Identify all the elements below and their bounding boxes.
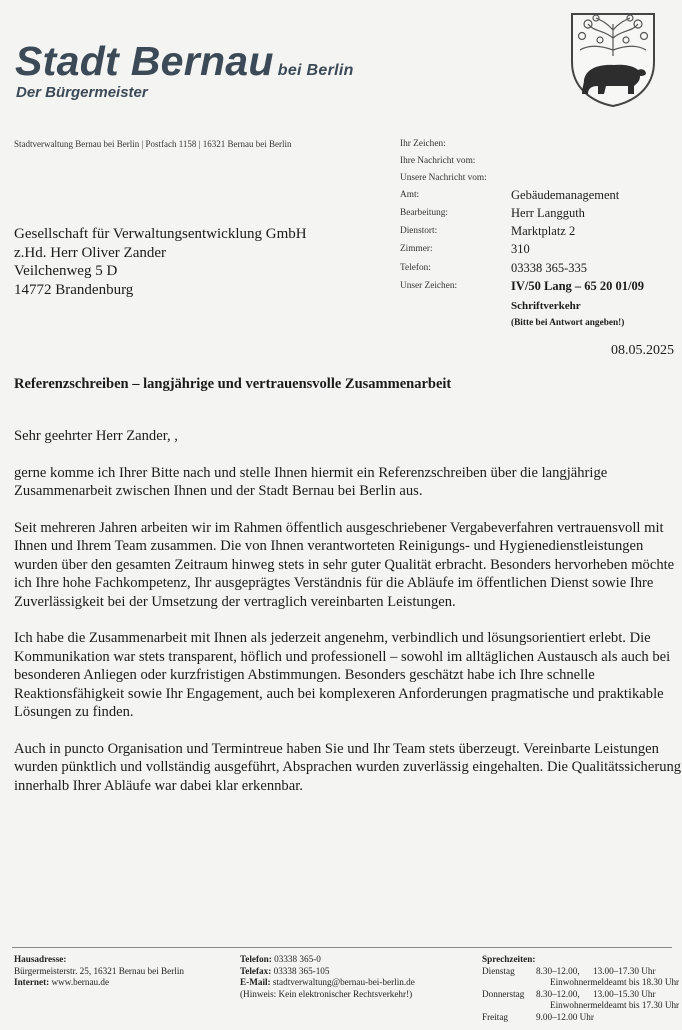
hours-day: Dienstag xyxy=(482,965,515,976)
body-paragraph: Auch in puncto Organisation und Termintreue haben Sie und Ihr Team stets überzeugt. Vereinbarte Leistungen wurden pünktlich und vollständig ausgeführt, Absprachen wurden zuverlässig eingehalten. Die Qualitätssicherung innerhalb Ihrer Abläufe war dabei klar erkennbar. xyxy=(14,740,682,794)
footer-address-label: Hausadresse: xyxy=(14,954,67,964)
letter-date: 08.05.2025 xyxy=(611,343,674,358)
reference-label: Ihr Zeichen: xyxy=(400,139,446,149)
hours-note: Einwohnermeldeamt bis 18.30 Uhr xyxy=(550,977,680,987)
hours-row xyxy=(482,1012,672,1024)
hours-row xyxy=(482,977,680,989)
footer-internet-link[interactable]: www.bernau.de xyxy=(51,977,110,987)
letterhead-title-suffix: bei Berlin xyxy=(277,62,354,79)
recipient-line: Veilchenweg 5 D xyxy=(14,263,118,279)
reference-value: Marktplatz 2 xyxy=(511,224,576,238)
hours-time: 13.00–17.30 Uhr xyxy=(593,965,656,976)
hours-row xyxy=(482,989,672,1001)
hours-row xyxy=(482,966,672,978)
recipient-address xyxy=(14,225,307,299)
footer-email-link[interactable]: stadtverwaltung@bernau-bei-berlin.de xyxy=(272,977,415,987)
salutation: Sehr geehrter Herr Zander, , xyxy=(14,428,178,444)
body-paragraph: Seit mehreren Jahren arbeiten wir im Rahmen öffentlich ausgeschriebener Vergabeverfahren vertrauensvoll mit Ihnen und Ihrem Team zusammen. Die von Ihnen verantworteten Reinigungs- und Hygienedienstleistungen wurden über den gesamten Zeitraum hinweg stets in sehr guter Qualität erbracht. Besonders hervorheben möchte ich Ihre hohe Fachkompetenz, Ihr ausgeprägtes Verständnis für die Abläufe im öffentlichen Dienst sowie Ihre Zuverlässigkeit bei der Umsetzung der vertraglich vereinbarten Leistungen. xyxy=(14,519,675,610)
footer-email-label: E-Mail: xyxy=(240,977,271,987)
footer-contact xyxy=(240,954,415,1000)
footer-office-hours xyxy=(482,954,680,1023)
reference-label: Amt: xyxy=(400,190,420,200)
letterhead-title xyxy=(15,38,354,85)
reference-label: Telefon: xyxy=(400,263,431,273)
footer-fax-label: Telefax: xyxy=(240,965,272,976)
footer-phone-value: 03338 365-0 xyxy=(274,954,321,964)
letterhead-subtitle: Der Bürgermeister xyxy=(16,84,148,101)
letter-subject: Referenzschreiben – langjährige und vertrauensvolle Zusammenarbeit xyxy=(14,376,452,392)
reference-value: 03338 365-335 xyxy=(511,261,588,275)
reference-label: Zimmer: xyxy=(400,244,433,254)
recipient-line: 14772 Brandenburg xyxy=(14,281,134,298)
reference-label: Unser Zeichen: xyxy=(400,281,458,291)
footer-phone-label: Telefon: xyxy=(240,954,272,964)
reference-label: Dienstort: xyxy=(400,226,438,236)
reference-value: Gebäudemanagement xyxy=(511,188,620,202)
hours-time: 8.30–12.00, xyxy=(536,988,580,999)
hours-time: 8.30–12.00, xyxy=(536,965,580,976)
recipient-line: z.Hd. Herr Oliver Zander xyxy=(14,244,167,261)
reference-value: 310 xyxy=(511,242,530,256)
hours-time: 9.00–12.00 Uhr xyxy=(536,1011,594,1022)
letterhead-city: Stadt Bernau xyxy=(15,38,274,84)
footer-divider xyxy=(12,947,672,948)
footer-email-note: (Hinweis: Kein elektronischer Rechtsverkehr!) xyxy=(240,988,413,999)
footer-address xyxy=(14,954,184,989)
hours-day: Donnerstag xyxy=(482,988,525,999)
sender-line: Stadtverwaltung Bernau bei Berlin | Postfach 1158 | 16321 Bernau bei Berlin xyxy=(14,139,292,149)
reference-label: Ihre Nachricht vom: xyxy=(400,156,476,166)
hours-row xyxy=(482,1000,680,1012)
reference-value: IV/50 Lang – 65 20 01/09 xyxy=(511,279,645,293)
footer-fax-value: 03338 365-105 xyxy=(273,965,330,976)
footer-internet-label: Internet: xyxy=(14,977,50,987)
reference-label: Bearbeitung: xyxy=(400,208,449,218)
reference-note: (Bitte bei Antwort angeben!) xyxy=(511,318,625,328)
hours-note: Einwohnermeldeamt bis 17.30 Uhr xyxy=(550,1000,680,1010)
reference-label: Unsere Nachricht vom: xyxy=(400,173,487,183)
letter-body xyxy=(14,427,682,813)
footer-address-value: Bürgermeisterstr. 25, 16321 Bernau bei Berlin xyxy=(14,965,185,976)
bear-crest-icon xyxy=(566,10,660,108)
reference-value: Herr Langguth xyxy=(511,206,585,220)
body-paragraph: Ich habe die Zusammenarbeit mit Ihnen als jederzeit angenehm, verbindlich und lösungsorientiert erlebt. Die Kommunikation war stets transparent, höflich und professionell – sowohl im alltäglichen Austausch als auch bei besonderen Anliegen oder kurzfristigen Abstimmungen. Besonders geschätzt habe ich Ihre schnelle Reaktionsfähigkeit sowie Ihr Engagement, auch bei komplexeren Anforderungen pragmatische und praktikable Lösungen zu finden. xyxy=(14,630,671,720)
reference-note: Schriftverkehr xyxy=(511,300,581,312)
hours-time: 13.00–15.30 Uhr xyxy=(593,988,656,999)
hours-day: Freitag xyxy=(482,1011,509,1022)
body-paragraph: gerne komme ich Ihrer Bitte nach und stelle Ihnen hiermit ein Referenzschreiben über die langjährige Zusammenarbeit zwischen Ihnen und der Stadt Bernau bei Berlin aus. xyxy=(14,464,608,499)
footer-hours-label: Sprechzeiten: xyxy=(482,954,536,964)
recipient-line: Gesellschaft für Verwaltungsentwicklung GmbH xyxy=(14,226,307,242)
